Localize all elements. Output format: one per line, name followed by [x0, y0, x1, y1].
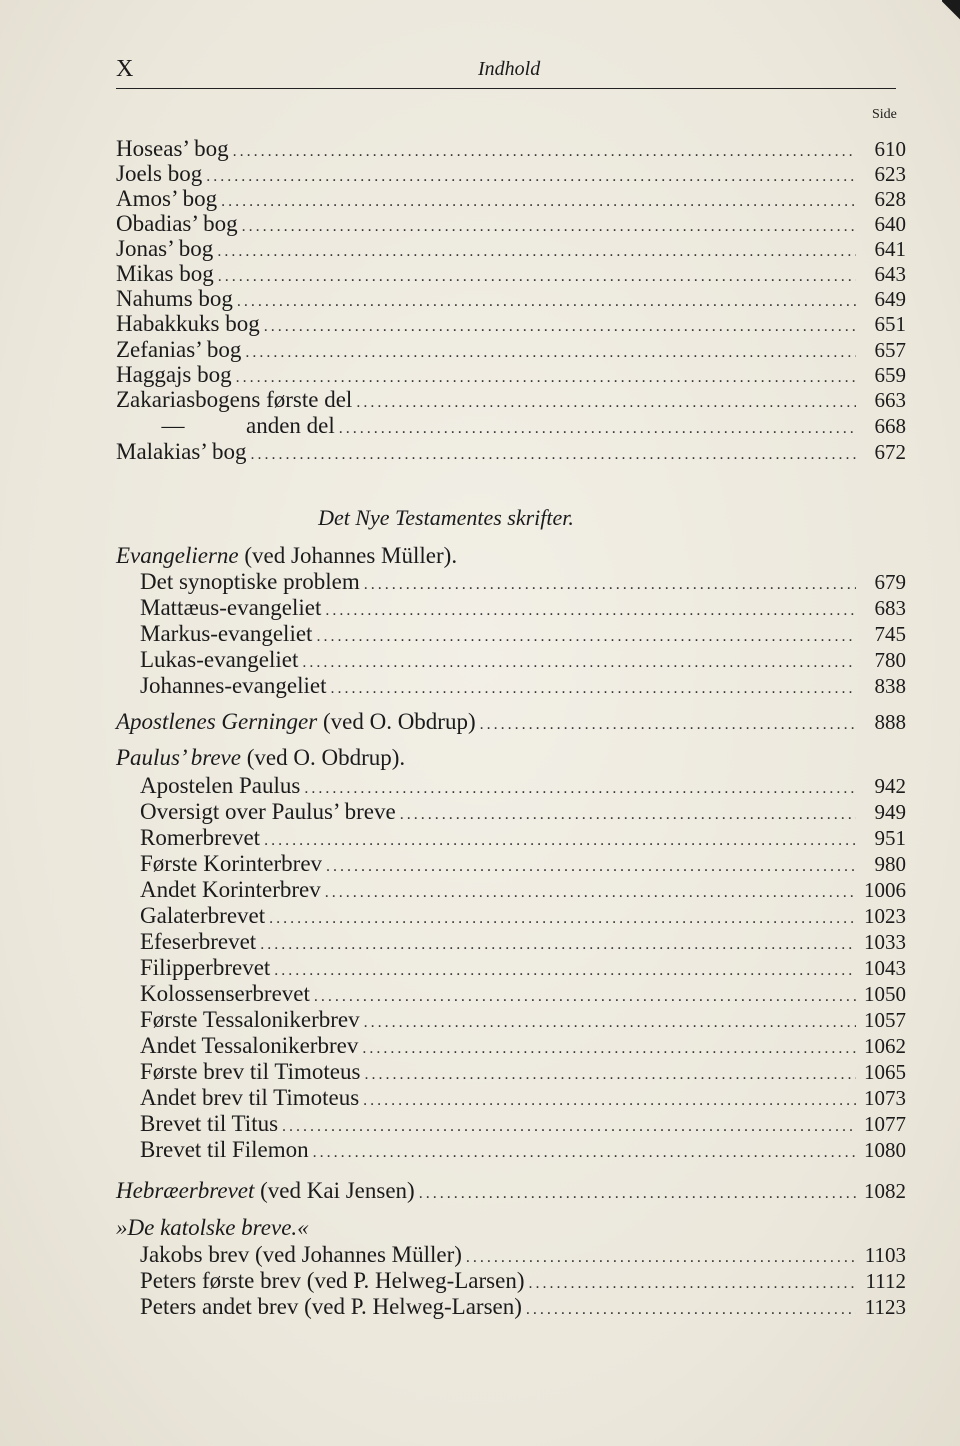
toc-entry: Markus-evangeliet ..... 745 — [140, 621, 906, 647]
toc-entry: Andet brev til Timoteus ..... 1073 — [140, 1085, 906, 1111]
toc-entry: Kolossenserbrevet ..... 1050 — [140, 981, 906, 1007]
toc-entry: Peters første brev (ved P. Helweg-Larsen) ..... 1112 — [140, 1268, 906, 1294]
toc-entry: Johannes-evangeliet ..... 838 — [140, 673, 906, 699]
toc-entry: Hoseas’ bog ..... 610 — [116, 136, 906, 162]
group-heading: Paulus’ breve (ved O. Obdrup). — [116, 745, 406, 770]
toc-entry: Første Korinterbrev ..... 980 — [140, 851, 906, 877]
section-heading: Det Nye Testamentes skrifter. — [318, 505, 574, 530]
toc-entry: Hebræerbrevet (ved Kai Jensen) ..... 1082 — [116, 1178, 906, 1204]
toc-entry: Nahums bog ..... 649 — [116, 286, 906, 312]
toc-entry: Galaterbrevet ..... 1023 — [140, 903, 906, 929]
running-header — [116, 56, 896, 96]
toc-entry: Mikas bog ..... 643 — [116, 261, 906, 287]
toc-entry: Peters andet brev (ved P. Helweg-Larsen) ..... 1123 — [140, 1294, 906, 1320]
toc-entry: Det synoptiske problem ..... 679 — [140, 569, 906, 595]
ditto-dash: — — [161, 413, 185, 438]
toc-entry: Oversigt over Paulus’ breve ..... 949 — [140, 799, 906, 825]
toc-entry: Habakkuks bog ..... 651 — [116, 311, 906, 337]
toc-entry: Mattæus-evangeliet ..... 683 — [140, 595, 906, 621]
toc-entry: Joels bog ..... 623 — [116, 161, 906, 187]
toc-entry: Andet Tessalonikerbrev ..... 1062 — [140, 1033, 906, 1059]
toc-entry: Apostlenes Gerninger (ved O. Obdrup) ..... 888 — [116, 709, 906, 735]
toc-entry: Haggajs bog ..... 659 — [116, 362, 906, 388]
page-number: X — [116, 56, 134, 82]
toc-entry: Første Tessalonikerbrev ..... 1057 — [140, 1007, 906, 1033]
toc-entry: Jakobs brev (ved Johannes Müller) ..... 1103 — [140, 1242, 906, 1268]
toc-entry: Brevet til Titus ..... 1077 — [140, 1111, 906, 1137]
toc-entry: Brevet til Filemon ..... 1080 — [140, 1137, 906, 1163]
header-rule — [116, 88, 896, 89]
toc-entry: Zakariasbogens første del ..... 663 — [116, 387, 906, 413]
toc-entry: Zefanias’ bog ..... 657 — [116, 337, 906, 363]
toc-entry: Obadias’ bog ..... 640 — [116, 211, 906, 237]
side-column-label: Side — [872, 107, 897, 122]
toc-entry: Apostelen Paulus ..... 942 — [140, 773, 906, 799]
toc-entry: Efeserbrevet ..... 1033 — [140, 929, 906, 955]
toc-entry: Filipperbrevet ..... 1043 — [140, 955, 906, 981]
toc-entry: Andet Korinterbrev ..... 1006 — [140, 877, 906, 903]
toc-entry: Romerbrevet ..... 951 — [140, 825, 906, 851]
toc-entry: Lukas-evangeliet ..... 780 — [140, 647, 906, 673]
group-heading: »De katolske breve.« — [116, 1215, 309, 1240]
toc-entry: Malakias’ bog ..... 672 — [116, 439, 906, 465]
group-heading: Evangelierne (ved Johannes Müller). — [116, 543, 458, 568]
page-corner-shadow — [942, 0, 960, 30]
toc-entry: — anden del ..... 668 — [116, 413, 906, 439]
running-title: Indhold — [478, 58, 541, 80]
toc-entry: Jonas’ bog ..... 641 — [116, 236, 906, 262]
toc-entry: Første brev til Timoteus ..... 1065 — [140, 1059, 906, 1085]
toc-entry: Amos’ bog ..... 628 — [116, 186, 906, 212]
